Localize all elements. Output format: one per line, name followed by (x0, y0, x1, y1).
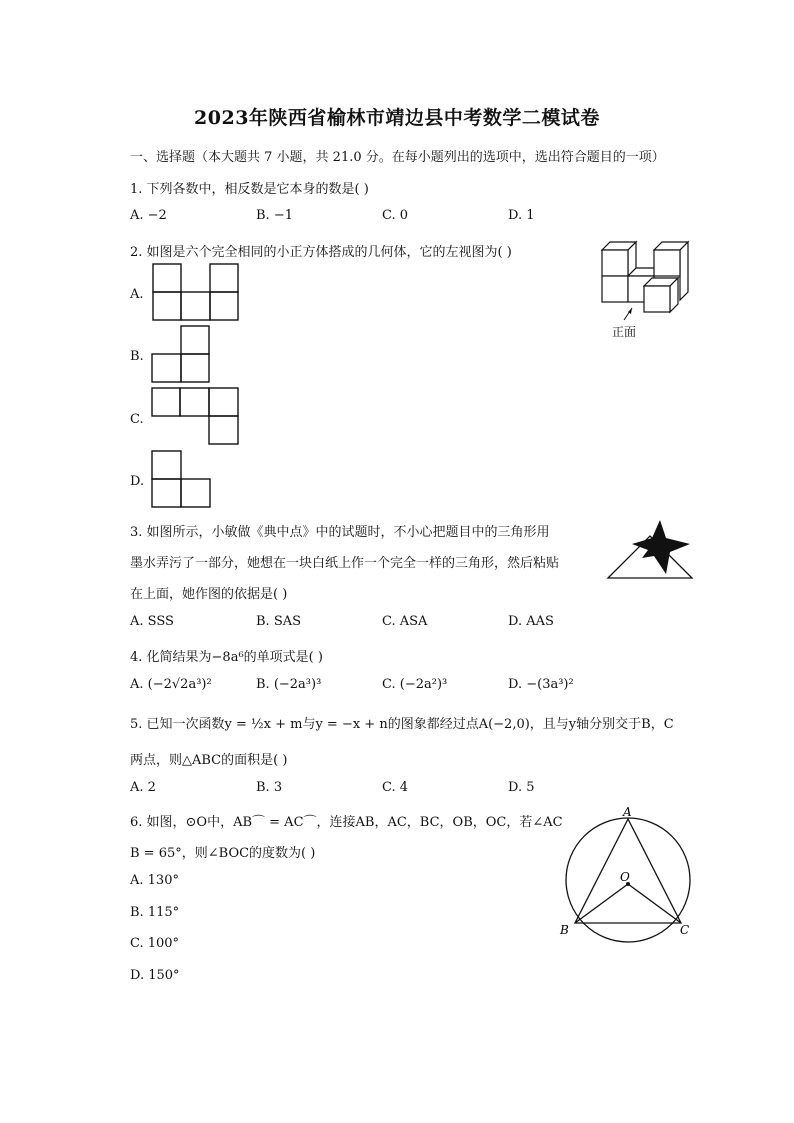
question-3-line-2: 墨水弄污了一部分，她想在一块白纸上作一个完全一样的三角形，然后粘贴 (130, 556, 560, 571)
q2-option-d: D. (130, 474, 145, 489)
point-c-label: C (680, 923, 690, 937)
q1-option-d: D. 1 (508, 208, 535, 223)
question-5-line-2: 两点，则△ABC的面积是( ) (130, 753, 288, 768)
point-o-label: O (620, 870, 630, 884)
q6-option-d: D. 150° (130, 968, 180, 983)
front-label: 正面 (612, 325, 637, 339)
q2-option-c: C. (130, 412, 144, 427)
q3-option-d: D. AAS (508, 614, 554, 629)
q3-option-b: B. SAS (256, 614, 302, 629)
q6-option-c: C. 100° (130, 936, 180, 951)
question-2-stem: 2. 如图是六个完全相同的小正方体搭成的几何体，它的左视图为( ) (130, 245, 512, 260)
section-heading: 一、选择题（本大题共 7 小题，共 21.0 分。在每小题列出的选项中，选出符合题目的一项） (130, 150, 665, 165)
q2-option-b-figure (151, 325, 211, 385)
q6-option-a: A. 130° (130, 873, 179, 888)
q2-option-c-figure (151, 387, 241, 447)
q3-option-c: C. ASA (382, 614, 428, 629)
q1-option-b: B. −1 (256, 208, 293, 223)
question-3-line-3: 在上面，她作图的依据是( ) (130, 587, 288, 602)
q2-option-b: B. (130, 349, 144, 364)
point-a-label: A (623, 805, 632, 819)
page-title: 2023年陕西省榆林市靖边县中考数学二模试卷 (194, 107, 600, 129)
q3-ink-triangle-figure (604, 518, 696, 582)
q6-option-b: B. 115° (130, 905, 180, 920)
q4-option-d: D. −(3a³)² (508, 677, 574, 692)
q2-option-a: A. (130, 287, 144, 302)
question-1-stem: 1. 下列各数中，相反数是它本身的数是( ) (130, 182, 369, 197)
q5-option-b: B. 3 (256, 780, 283, 795)
question-5-line-1: 5. 已知一次函数y = ½x + m与y = −x + n的图象都经过点A(−2,0)，且与y轴分别交于B，C (130, 717, 674, 732)
question-6-line-2: B = 65°，则∠BOC的度数为( ) (130, 846, 316, 861)
q2-option-a-figure (152, 263, 240, 323)
q5-option-d: D. 5 (508, 780, 535, 795)
q6-circle-figure (556, 805, 696, 940)
q1-option-c: C. 0 (382, 208, 409, 223)
q1-option-a: A. −2 (130, 208, 167, 223)
q5-option-a: A. 2 (130, 780, 156, 795)
question-3-line-1: 3. 如图所示，小敏做《典中点》中的试题时，不小心把题目中的三角形用 (130, 525, 550, 540)
q4-option-c: C. (−2a²)³ (382, 677, 448, 692)
point-b-label: B (560, 923, 569, 937)
q4-option-a: A. (−2√2a³)² (130, 677, 212, 692)
question-4-stem: 4. 化简结果为−8a⁶的单项式是( ) (130, 650, 323, 665)
q2-solid-figure (598, 236, 698, 340)
q5-option-c: C. 4 (382, 780, 409, 795)
question-6-line-1: 6. 如图，⊙O中，AB⌒ = AC⌒，连接AB，AC，BC，OB，OC，若∠AC (130, 815, 563, 830)
q3-option-a: A. SSS (130, 614, 174, 629)
q4-option-b: B. (−2a³)³ (256, 677, 322, 692)
q2-option-d-figure (151, 450, 213, 510)
